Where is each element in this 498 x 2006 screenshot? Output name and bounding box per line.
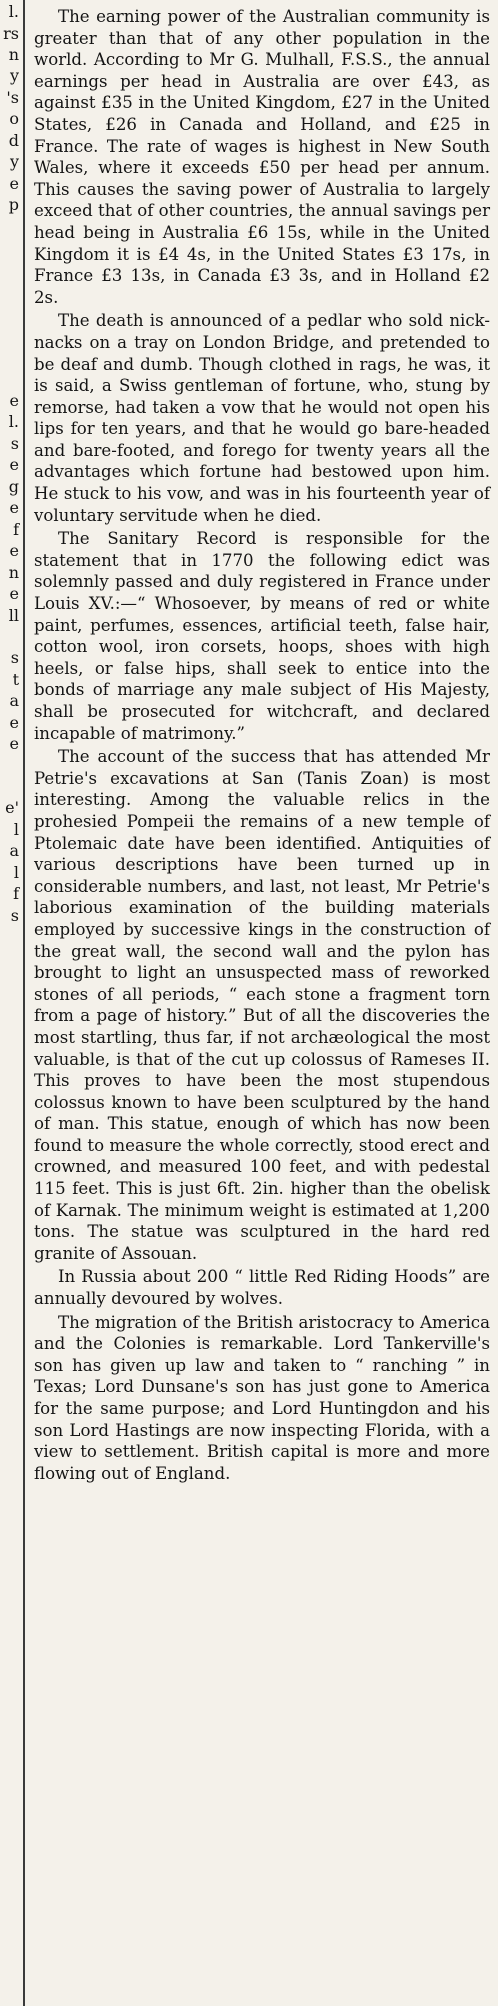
paragraph-russia-wolves: In Russia about 200 “ little Red Riding Hoods” are annually devoured by wolves. [34, 1267, 490, 1309]
paragraph-pedlar-death: The death is announced of a pedlar who sold nick-nacks on a tray on London Bridge, and pretended to be deaf and dumb. Though clothed in rags, he was, it is said, a Swiss gentleman of fortune, who, stung by remorse, had taken a vow that he would not open his lips for ten years, and that he would go bare-headed and bare-footed, and forego for twenty years all the advantages which fortune had bestowed upon him. He stuck to his vow, and was in his fourteenth year of voluntary servitude when he died. [34, 311, 490, 525]
gutter-fragment: s [10, 648, 19, 667]
gutter-fragment: a [9, 691, 19, 710]
gutter-fragment: rs [3, 24, 19, 43]
paragraph-sanitary-record-edict: The Sanitary Record is responsible for the statement that in 1770 the following edict was solemnly passed and duly registered in France under Louis XV.:—“ Whosoever, by means of red or white paint, perfumes, essences, artificial teeth, false hair, cotton wool, iron corsets, hoops, shoes with high heels, or false hips, shall seek to entice into the bonds of marriage any male subject of His Majesty, shall be prosecuted for witchcraft, and declared incapable of matrimony.” [34, 529, 490, 743]
gutter-fragment: e [9, 541, 19, 560]
gutter-fragment: g [8, 477, 19, 496]
gutter-fragment: 's [6, 88, 19, 107]
paragraph-petrie-excavations: The account of the success that has attended Mr Petrie's excavations at San (Tanis Zoan) is most interesting. Among the valuable relics in the prohesied Pompeii the remains of a new temple of Ptolemaic date have been identified. Antiquities of various descriptions have been turned up in considerable numbers, and last, not least, Mr Petrie's laborious examination of the building materials employed by successive kings in the construction of the great wall, the second wall and the pylon has brought to light an unsuspected mass of reworked stones of all periods, “ each stone a fragment torn from a page of history.” But of all the discoveries the most startling, thus far, if not archæological the most valuable, is that of the cut up colossus of Rameses II. This proves to have been the most stupendous colossus known to have been sculptured by the hand of man. This statue, enough of which has now been found to measure the whole correctly, stood erect and crowned, and measured 100 feet, and with pedestal 115 feet. This is just 6ft. 2in. higher than the obelisk of Karnak. The minimum weight is estimated at 1,200 tons. The statue was sculptured in the hard red granite of Assouan. [34, 747, 490, 1263]
gutter-fragment: e [9, 391, 19, 410]
gutter-fragment: s [10, 434, 19, 453]
gutter-fragment: n [8, 563, 19, 582]
article-column [34, 6, 490, 1486]
column-rule [23, 0, 25, 2006]
gutter-fragment: y [9, 66, 19, 85]
gutter-fragment: e [9, 713, 19, 732]
gutter-fragment: s [10, 906, 19, 925]
adjacent-column-fragments [0, 0, 22, 2006]
paragraph-aristocracy-migration: The migration of the British aristocracy to America and the Colonies is remarkable. Lord Tankerville's son has given up law and taken to “ ranching ” in Texas; Lord Dunsane's son has just gone to America for the same purpose; and Lord Huntingdon and his son Lord Hastings are now inspecting Florida, with a view to settlement. British capital is more and more flowing out of England. [34, 1312, 490, 1483]
gutter-fragment: d [8, 131, 19, 150]
gutter-fragment: o [9, 109, 19, 128]
gutter-fragment: t [12, 670, 19, 689]
gutter-fragment: p [8, 195, 19, 214]
gutter-fragment: f [13, 520, 19, 539]
gutter-fragment: l [13, 820, 19, 839]
gutter-fragment: e [9, 584, 19, 603]
gutter-fragment: l. [8, 2, 19, 21]
gutter-fragment: e' [5, 798, 19, 817]
gutter-fragment: f [13, 884, 19, 903]
gutter-fragment: l [13, 863, 19, 882]
paragraph-australian-earnings: The earning power of the Australian community is greater than that of any other population in the world. According to Mr G. Mulhall, F.S.S., the annual earnings per head in Australia are over £43, as against £35 in the United Kingdom, £27 in the United States, £26 in Canada and Holland, and £25 in France. The rate of wages is highest in New South Wales, where it exceeds £50 per head per annum. This causes the saving power of Australia to largely exceed that of other countries, the annual savings per head being in Australia £6 15s, while in the United Kingdom it is £4 4s, in the United States £3 17s, in France £3 13s, in Canada £3 3s, and in Holland £2 2s. [34, 7, 490, 307]
gutter-fragment: e [9, 455, 19, 474]
gutter-fragment: e [9, 498, 19, 517]
gutter-fragment: ll [8, 606, 19, 625]
gutter-fragment: n [8, 45, 19, 64]
gutter-fragment: y [9, 152, 19, 171]
gutter-fragment: e [9, 734, 19, 753]
gutter-fragment: l. [8, 412, 19, 431]
gutter-fragment: e [9, 174, 19, 193]
gutter-fragment: a [9, 841, 19, 860]
